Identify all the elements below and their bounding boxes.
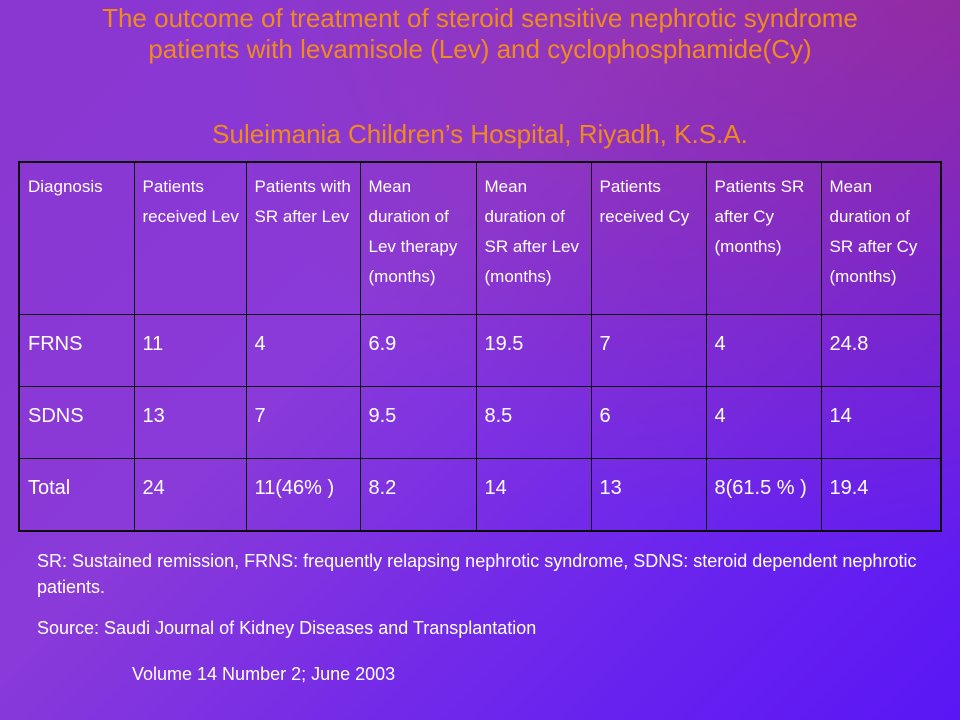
col-header-diagnosis: Diagnosis (19, 162, 134, 315)
table-cell: 13 (591, 459, 706, 532)
table-cell: 4 (246, 315, 360, 387)
col-header-mean-sr-after-lev: Mean duration of SR after Lev (months) (476, 162, 591, 315)
col-header-patients-received-lev: Patients received Lev (134, 162, 246, 315)
table-cell: 7 (591, 315, 706, 387)
table-row-sdns (19, 387, 941, 459)
table-cell: 7 (246, 387, 360, 459)
table-cell: 24.8 (821, 315, 941, 387)
volume-citation: Volume 14 Number 2; June 2003 (132, 664, 396, 684)
table-cell: 8.2 (360, 459, 476, 532)
table-cell: 19.5 (476, 315, 591, 387)
table-cell: 13 (134, 387, 246, 459)
table-header-row (19, 162, 941, 315)
table-cell: 8.5 (476, 387, 591, 459)
table-cell: 6.9 (360, 315, 476, 387)
table-cell: SDNS (19, 387, 134, 459)
table-cell: 8(61.5 % ) (706, 459, 821, 532)
table-cell: 6 (591, 387, 706, 459)
table-cell: 19.4 (821, 459, 941, 532)
col-header-patients-sr-after-cy: Patients SR after Cy (months) (706, 162, 821, 315)
col-header-mean-sr-after-cy: Mean duration of SR after Cy (months) (821, 162, 941, 315)
table-row-total (19, 459, 941, 532)
abbreviations-footnote: SR: Sustained remission, FRNS: frequently relapsing nephrotic syndrome, SDNS: steroid dependent nephrotic patients. (37, 551, 917, 597)
table-cell: 4 (706, 387, 821, 459)
col-header-patients-received-cy: Patients received Cy (591, 162, 706, 315)
table-cell: 4 (706, 315, 821, 387)
table-cell: 14 (821, 387, 941, 459)
table-cell: 11 (134, 315, 246, 387)
table-cell: Total (19, 459, 134, 532)
hospital-subtitle: Suleimania Children’s Hospital, Riyadh, K.S.A. (212, 119, 748, 149)
col-header-patients-sr-after-lev: Patients with SR after Lev (246, 162, 360, 315)
col-header-mean-duration-lev: Mean duration of Lev therapy (months) (360, 162, 476, 315)
table-cell: 11(46% ) (246, 459, 360, 532)
table-cell: 9.5 (360, 387, 476, 459)
table-row-frns (19, 315, 941, 387)
table-cell: 14 (476, 459, 591, 532)
source-citation: Source: Saudi Journal of Kidney Diseases and Transplantation (37, 618, 537, 638)
outcome-table (18, 161, 942, 532)
table-cell: 24 (134, 459, 246, 532)
slide-title: The outcome of treatment of steroid sensitive nephrotic syndrome patients with levamisole (Lev) and cyclophosphamide(Cy) (102, 3, 858, 64)
table-cell: FRNS (19, 315, 134, 387)
